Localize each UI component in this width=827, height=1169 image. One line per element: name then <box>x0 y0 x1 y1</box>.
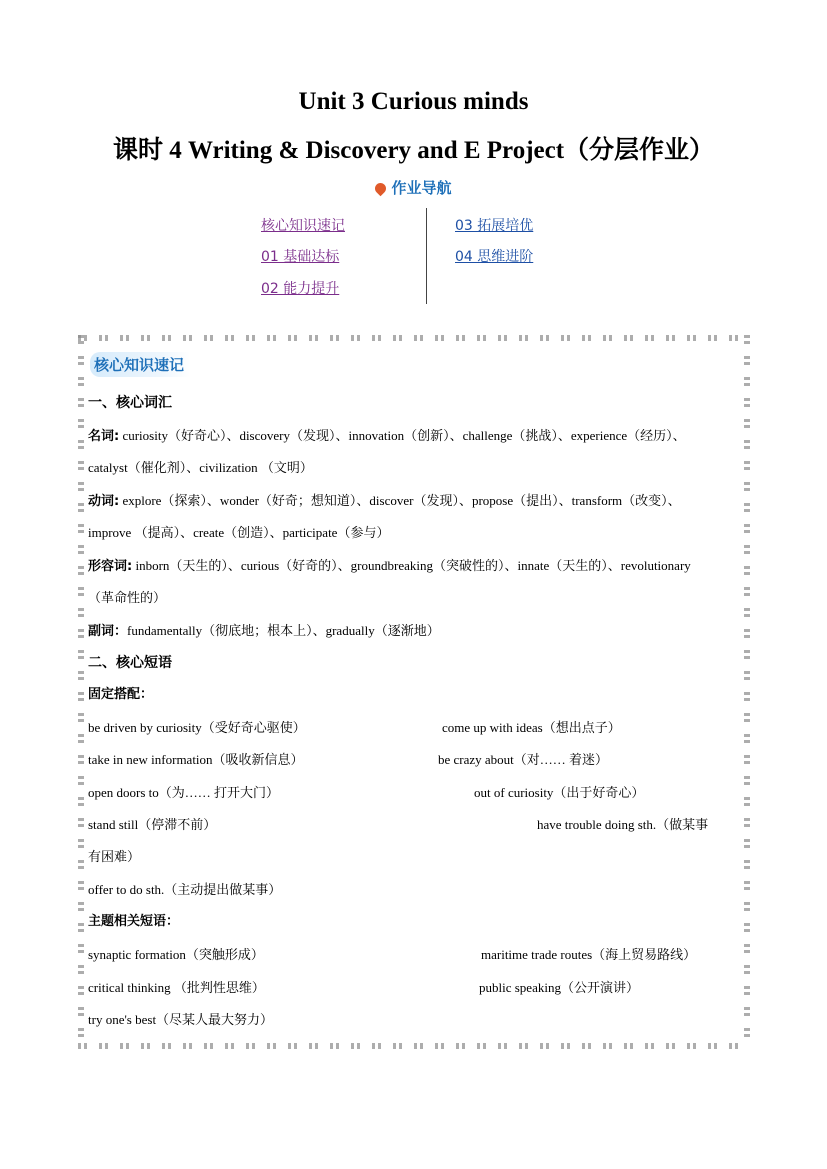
adv-text: fundamentally（彻底地；根本上）、gradually（逐渐地） <box>127 623 440 638</box>
location-pin-icon <box>373 181 389 197</box>
fixed-phrase: be crazy about（对…… 着迷） <box>438 752 609 767</box>
title-line-2: 课时 4 Writing & Discovery and E Project（分层作业） <box>112 137 715 164</box>
vocab-heading: 一、核心词汇 <box>88 395 172 411</box>
nav-link-03-extension[interactable]: 03 拓展培优 <box>455 218 534 234</box>
verbs-line-2: improve （提高）、create（创造）、participate（参与） <box>88 525 390 540</box>
nav-link-02-ability[interactable]: 02 能力提升 <box>261 281 340 297</box>
section-tag-core-knowledge: 核心知识速记 <box>90 352 190 377</box>
nouns-line-2: catalyst（催化剂）、civilization （文明） <box>88 460 313 475</box>
nav-link-01-basic[interactable]: 01 基础达标 <box>261 249 340 265</box>
box-border-right <box>744 335 750 1049</box>
fixed-phrase: 有困难） <box>88 849 141 864</box>
theme-phrase: public speaking（公开演讲） <box>479 980 639 995</box>
fixed-phrase: take in new information（吸收新信息） <box>88 752 304 767</box>
adj-line-1 <box>88 557 691 576</box>
box-border-left <box>78 335 84 1049</box>
nav-link-core-knowledge[interactable]: 核心知识速记 <box>261 218 345 234</box>
fixed-phrase: open doors to（为…… 打开大门） <box>88 785 280 800</box>
title-line-1: Unit 3 Curious minds <box>298 88 529 115</box>
fixed-phrase: come up with ideas（想出点子） <box>442 720 621 735</box>
adv-label: 副词： <box>88 624 128 639</box>
phrase-heading: 二、核心短语 <box>88 655 172 671</box>
nav-heading-text: 作业导航 <box>391 179 452 197</box>
fixed-phrase: offer to do sth.（主动提出做某事） <box>88 882 282 897</box>
homework-nav-heading <box>0 177 827 198</box>
verbs-text-1: explore（探索）、wonder（好奇；想知道）、discover（发现）、propose（提出）、transform（改变）、 <box>119 493 681 508</box>
theme-phrase: try one's best（尽某人最大努力） <box>88 1012 274 1027</box>
nouns-line-1 <box>88 427 686 446</box>
box-border-bottom <box>78 1043 750 1049</box>
theme-phrase: synaptic formation（突触形成） <box>88 947 264 962</box>
nouns-label: 名词: <box>88 429 120 444</box>
nav-divider <box>426 208 427 304</box>
theme-phrase: critical thinking （批判性思维） <box>88 980 265 995</box>
fixed-phrase: out of curiosity（出于好奇心） <box>474 785 645 800</box>
adj-text-1: inborn（天生的）、curious（好奇的）、groundbreaking（突破性的）、innate（天生的）、revolutionary <box>132 558 691 573</box>
nav-link-04-thinking[interactable]: 04 思维进阶 <box>455 249 534 265</box>
box-border-top <box>78 335 750 341</box>
theme-phrase: maritime trade routes（海上贸易路线） <box>481 947 697 962</box>
fixed-phrase: stand still（停滞不前） <box>88 817 217 832</box>
verbs-label: 动词: <box>88 494 120 509</box>
theme-label: 主题相关短语： <box>88 914 180 929</box>
adj-line-2: （革命性的） <box>88 590 167 605</box>
adv-line <box>88 622 440 641</box>
fixed-phrase: be driven by curiosity（受好奇心驱使） <box>88 720 306 735</box>
nouns-text-1: curiosity（好奇心）、discovery（发现）、innovation（创新）、challenge（挑战）、experience（经历）、 <box>119 428 686 443</box>
adj-label: 形容词: <box>88 559 133 574</box>
fixed-label: 固定搭配： <box>88 687 154 702</box>
verbs-line-1 <box>88 492 681 511</box>
fixed-phrase: have trouble doing sth.（做某事 <box>537 817 709 832</box>
